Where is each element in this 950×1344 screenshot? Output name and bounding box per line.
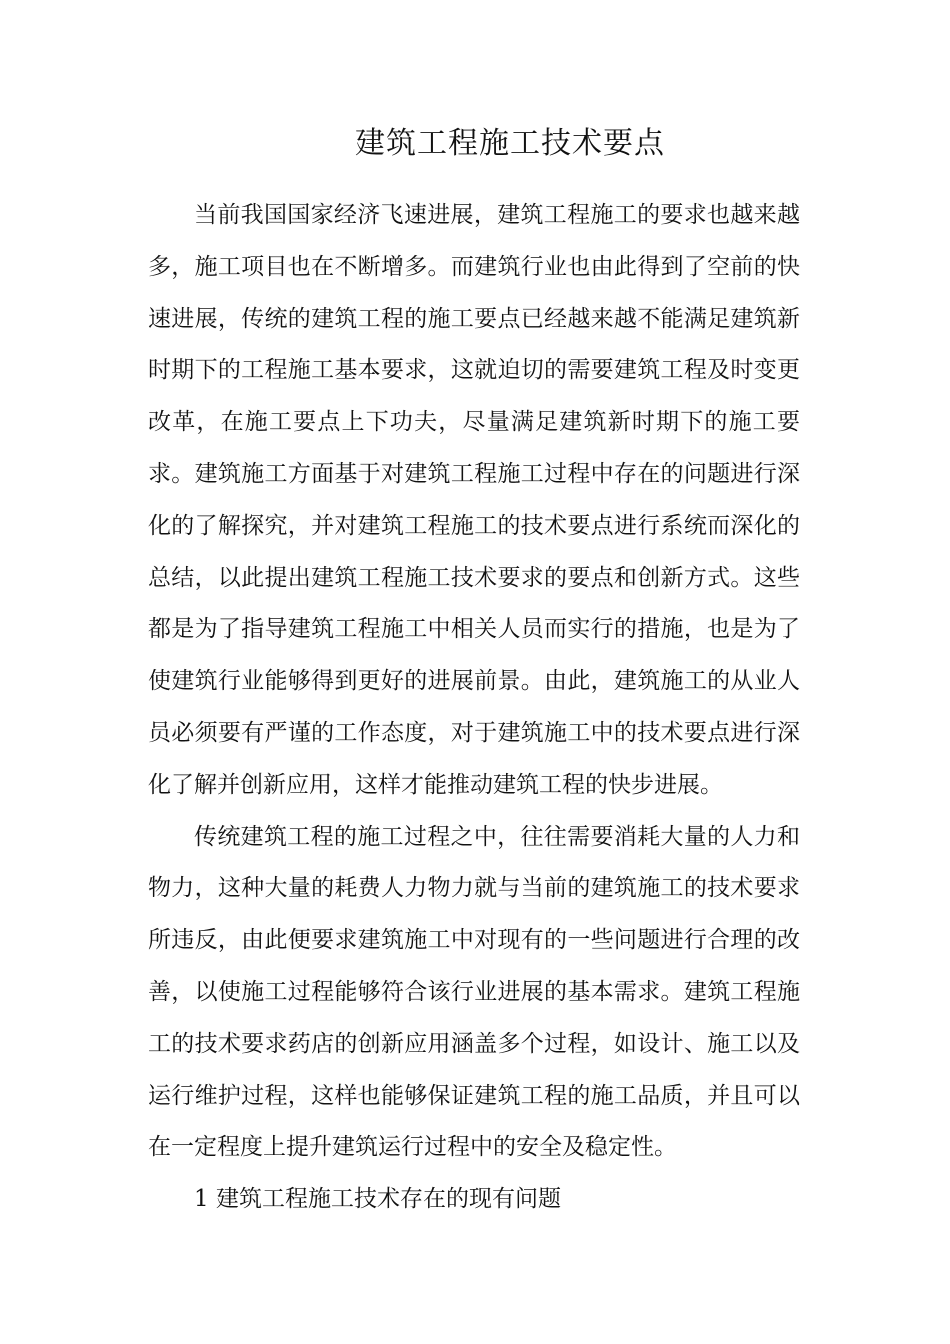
paragraph-intro: 当前我国国家经济飞速进展，建筑工程施工的要求也越来越多，施工项目也在不断增多。而建筑行业也由此得到了空前的快速进展，传统的建筑工程的施工要点已经越来越不能满足建筑新时期下的工程施工基本要求，这就迫切的需要建筑工程及时变更改革，在施工要点上下功夫，尽量满足建筑新时期下的施工要求。建筑施工方面基于对建筑工程施工过程中存在的问题进行深化的了解探究，并对建筑工程施工的技术要点进行系统而深化的总结，以此提出建筑工程施工技术要求的要点和创新方式。这些都是为了指导建筑工程施工中相关人员而实行的措施，也是为了使建筑行业能够得到更好的进展前景。由此，建筑施工的从业人员必须要有严谨的工作态度，对于建筑施工中的技术要点进行深化了解并创新应用，这样才能推动建筑工程的快步进展。 <box>148 202 800 798</box>
section-heading: 1 建筑工程施工技术存在的现有问题 <box>194 1186 561 1213</box>
document-body <box>148 190 800 1226</box>
document-title: 建筑工程施工技术要点 <box>355 126 665 161</box>
paragraph-traditional-construction: 传统建筑工程的施工过程之中，往往需要消耗大量的人力和物力，这种大量的耗费人力物力就与当前的建筑施工的技术要求所违反，由此便要求建筑施工中对现有的一些问题进行合理的改善，以使施工过程能够符合该行业进展的基本需求。建筑工程施工的技术要求药店的创新应用涵盖多个过程，如设计、施工以及运行维护过程，这样也能够保证建筑工程的施工品质，并且可以在一定程度上提升建筑运行过程中的安全及稳定性。 <box>148 823 800 1161</box>
